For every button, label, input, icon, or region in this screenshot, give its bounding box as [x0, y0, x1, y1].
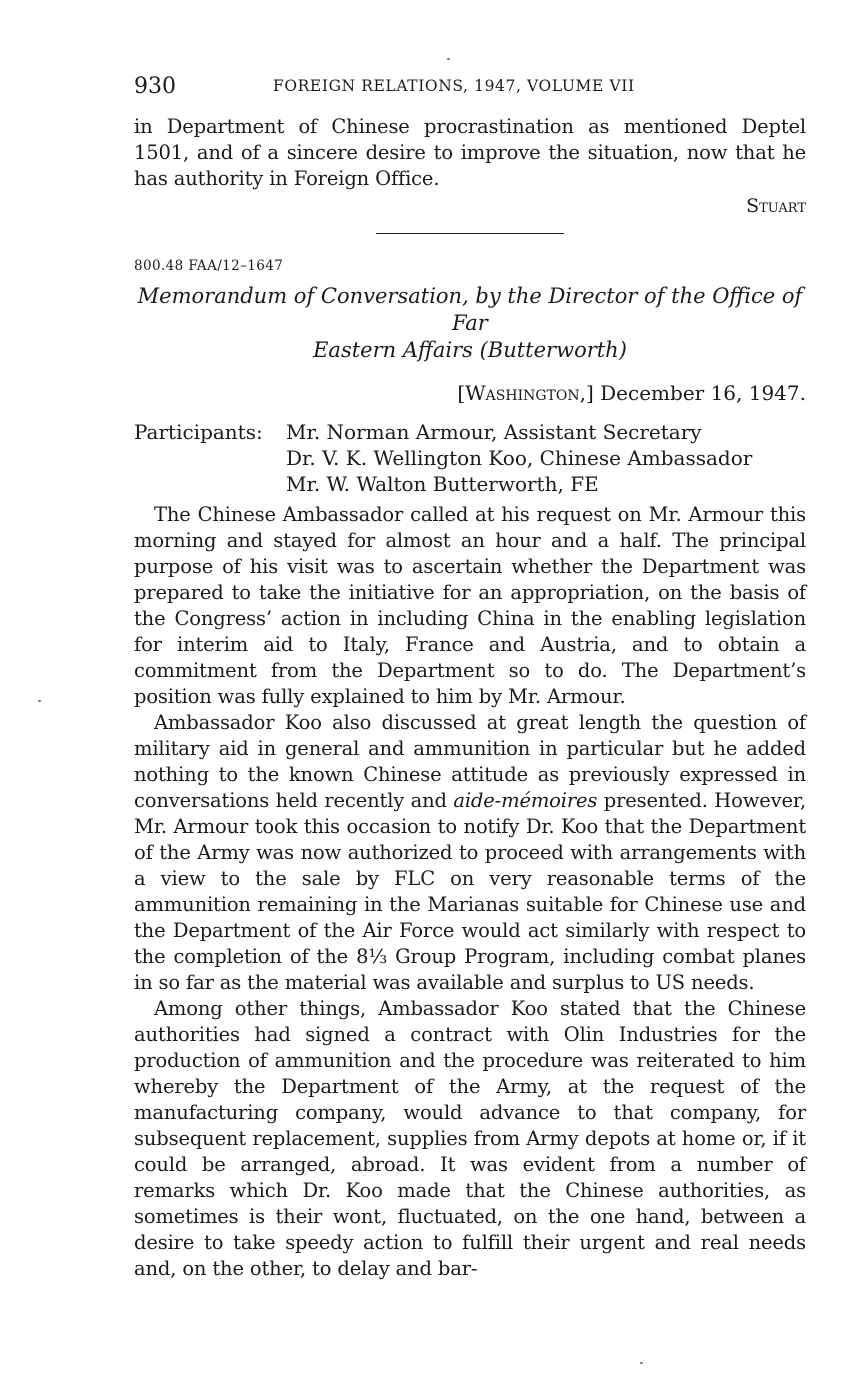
- document-title-line-2: Eastern Affairs (Butterworth): [313, 338, 627, 362]
- paragraph-3: Among other things, Ambassador Koo stated that the Chinese authorities had signed a contract with Olin Industries for the production of ammunition and the procedure was reiterated to him whereby the Department of the Army, at the request of the manufacturing company, would advance to that company, for subsequent replacement, supplies from Army depots at home or, if it could be arranged, abroad. It was evident from a number of remarks which Dr. Koo made that the Chinese authorities, as sometimes is their wont, fluctuated, on the one hand, between a desire to take speedy action to fulfill their urgent and real needs and, on the other, to delay and bar-: [134, 997, 806, 1280]
- participant-koo: Dr. V. K. Wellington Koo, Chinese Ambassador: [286, 446, 753, 470]
- participant-armour: Mr. Norman Armour, Assistant Secretary: [286, 420, 702, 444]
- participants-list: [286, 419, 806, 497]
- running-header-title: FOREIGN RELATIONS, 1947, VOLUME VII: [273, 77, 635, 95]
- carryover-paragraph: in Department of Chinese procrastination as mentioned Deptel 1501, and of a sincere desire to improve the situation, now that he has authority in Foreign Office.: [134, 115, 806, 190]
- signature: Stuart: [746, 195, 806, 217]
- running-header: [134, 72, 806, 104]
- paragraph-1: The Chinese Ambassador called at his request on Mr. Armour this morning and stayed for almost an hour and a half. The principal purpose of his visit was to ascertain whether the Department was prepared to take the initiative for an appropriation, on the basis of the Congress’ action in including China in the enabling legislation for interim aid to Italy, France and Austria, and to obtain a commitment from the Department so to do. The Department’s position was fully explained to him by Mr. Armour.: [134, 503, 806, 708]
- participants-label: Participants:: [134, 420, 263, 444]
- file-number: 800.48 FAA/12–1647: [134, 258, 284, 274]
- document-title-line-1: Memorandum of Conversation, by the Director of the Office of Far: [137, 284, 803, 335]
- dateline: [134, 381, 806, 405]
- page-speck-bottom: [640, 1362, 643, 1364]
- page-speck-top: [447, 58, 450, 60]
- document-title: [134, 283, 806, 364]
- paragraph-2-text-a: Ambassador Koo also discussed at great length the question of military aid in general and ammunition in particular but he added nothing to the known Chinese attitude as previously expressed in conversations held recently and: [134, 711, 806, 812]
- paragraph-2-text-b: presented. However, Mr. Armour took this occasion to notify Dr. Koo that the Department of the Army was now authorized to proceed with arrangements with a view to the sale by FLC on very reasonable terms of the ammunition remaining in the Marianas suitable for Chinese use and the Department of the Air Force would act similarly with respect to the completion of the 8⅓ Group Program, including combat planes in so far as the material was available and surplus to US needs.: [134, 789, 806, 994]
- dateline-place: [Washington,]: [457, 381, 594, 405]
- paragraph-2-italic-term: aide-mémoires: [453, 789, 598, 812]
- page-speck-left: [38, 700, 41, 702]
- participant-butterworth: Mr. W. Walton Butterworth, FE: [286, 472, 599, 496]
- dateline-date: December 16, 1947.: [593, 381, 806, 405]
- paragraph-2: [134, 710, 806, 996]
- document-page: [134, 72, 806, 1282]
- page-number: 930: [134, 74, 176, 99]
- participants-block: [134, 419, 806, 497]
- section-divider: [376, 233, 564, 234]
